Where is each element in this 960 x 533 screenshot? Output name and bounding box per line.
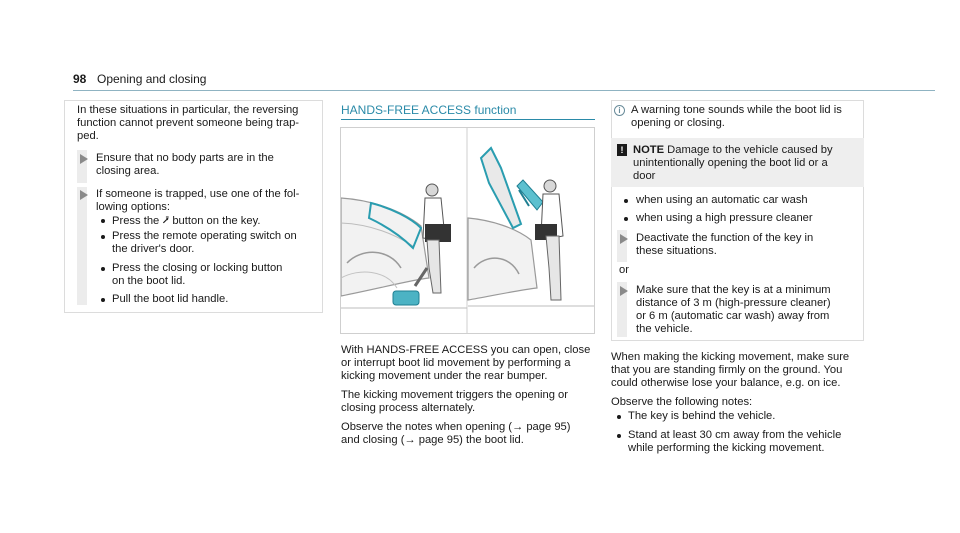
kick-bullet-2-line-1: Stand at least 30 cm away from the vehicle [628,429,842,441]
info-line-2: opening or closing. [631,117,725,129]
kick-p1-line-1: When making the kicking movement, make sure [611,351,850,363]
intro-line-1: In these situations in particular, the reversing [77,104,299,116]
option2-line-2: the driver's door. [112,243,195,255]
step-arrow-icon [620,286,628,296]
header-rule [73,90,935,91]
kick-bullet-2-line-2: while performing the kicking movement. [628,442,825,454]
note-line-3: door [633,170,656,182]
bullet-dot [617,434,621,438]
bullet-dot [624,217,628,221]
note-step2-line-3: or 6 m (automatic car wash) away from [636,310,830,322]
option4-line: Pull the boot lid handle. [112,293,229,305]
section-title: Opening and closing [97,72,207,86]
warning-icon: ! [617,144,627,156]
kick-bullet-1: The key is behind the vehicle. [628,410,776,422]
note-or: or [619,264,629,276]
hfa-p1-line-1: With HANDS-FREE ACCESS you can open, close [341,344,591,356]
note-step2-line-2: distance of 3 m (high-pressure cleaner) [636,297,831,309]
key-lock-icon: ⭷ [162,214,170,227]
step-arrow-icon [620,234,628,244]
option2-line-1: Press the remote operating switch on [112,230,297,242]
hfa-p1-line-2: or interrupt boot lid movement by performing a [341,357,571,369]
heading-rule [341,119,595,120]
intro-line-2: function cannot prevent someone being trap- [77,117,300,129]
bullet-dot [617,415,621,419]
bullet-dot [624,199,628,203]
bullet-dot [101,267,105,271]
step1-line-1: Ensure that no body parts are in the [96,152,274,164]
note-step1-line-2: these situations. [636,245,717,257]
car-boot-kick-illustration [341,128,594,333]
option1-line: Press the ⭷ button on the key. [112,214,261,227]
hfa-p2-line-2: closing process alternately. [341,402,476,414]
step2-line-2: lowing options: [96,201,171,213]
note-step2-line-1: Make sure that the key is at a minimum [636,284,831,296]
info-icon: i [614,105,625,116]
step-arrow-icon [80,154,88,164]
hfa-p2-line-1: The kicking movement triggers the opening or [341,389,568,401]
step-arrow-icon [80,190,88,200]
hfa-p3-line-1: Observe the notes when opening (→ page 95) [341,421,571,433]
intro-line-3: ped. [77,130,99,142]
bullet-dot [101,298,105,302]
kick-p2: Observe the following notes: [611,396,753,408]
kick-p1-line-2: that you are standing firmly on the ground. You [611,364,843,376]
step-shade [77,187,87,305]
option3-line-1: Press the closing or locking button [112,262,283,274]
bullet-dot [101,219,105,223]
bullet-dot [101,235,105,239]
hfa-p1-line-3: kicking movement under the rear bumper. [341,370,548,382]
note-bullet-2: when using a high pressure cleaner [636,212,813,224]
note-step2-line-4: the vehicle. [636,323,693,335]
note-bullet-1: when using an automatic car wash [636,194,808,206]
info-line-1: A warning tone sounds while the boot lid is [631,104,842,116]
note-line-1: NOTE Damage to the vehicle caused by [633,144,833,156]
hands-free-figure [340,127,595,334]
note-line-2: unintentionally opening the boot lid or a [633,157,828,169]
step2-line-1: If someone is trapped, use one of the fol- [96,188,300,200]
note-step1-line-1: Deactivate the function of the key in [636,232,814,244]
option3-line-2: on the boot lid. [112,275,186,287]
section-heading: HANDS-FREE ACCESS function [341,103,517,117]
step1-line-2: closing area. [96,165,160,177]
page-number: 98 [73,72,87,86]
hfa-p3-line-2: and closing (→ page 95) the boot lid. [341,434,524,446]
kick-p1-line-3: could otherwise lose your balance, e.g. on ice. [611,377,841,389]
